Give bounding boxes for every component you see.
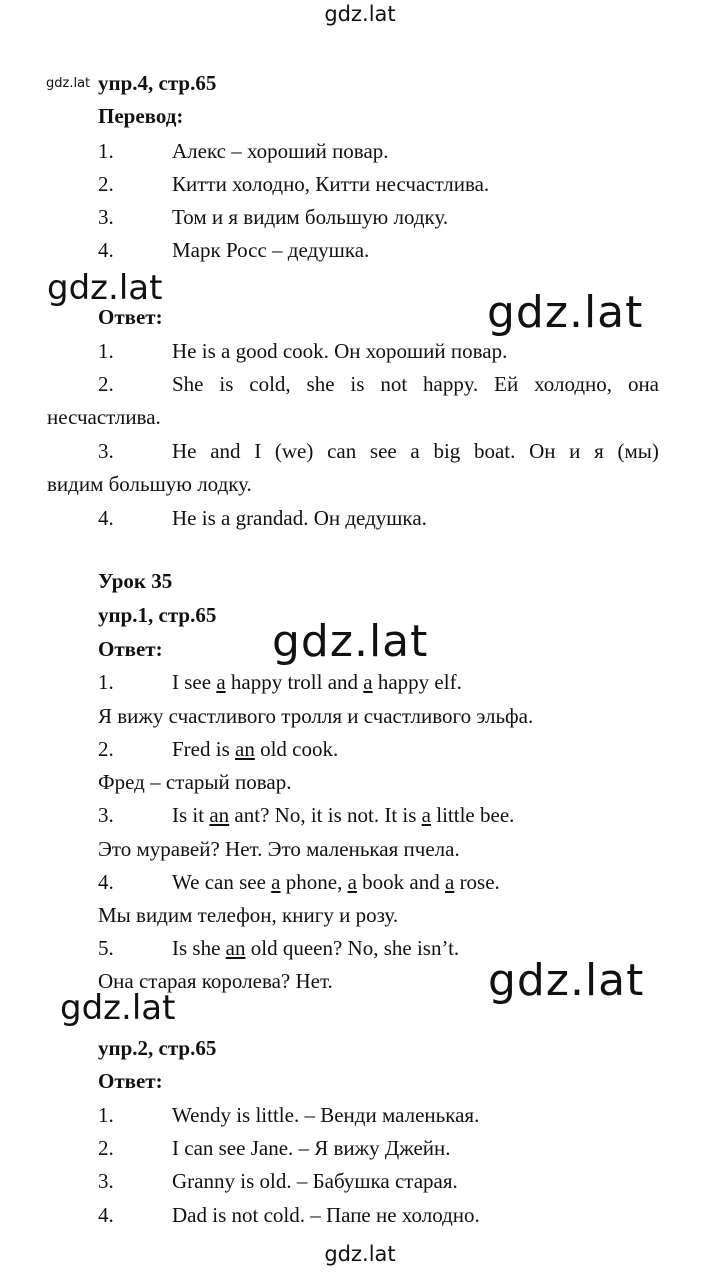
word: a	[410, 439, 420, 463]
word: boat.	[473, 439, 516, 463]
ex2-heading: упр.2, стр.65	[98, 1036, 217, 1060]
word: is	[350, 372, 365, 396]
item-number: 4.	[98, 238, 114, 262]
article: a	[444, 870, 455, 894]
item-text: Китти холодно, Китти несчастлива.	[172, 172, 490, 196]
item-text: Wendy is little. – Венди маленькая.	[172, 1103, 480, 1127]
lesson-title: Урок 35	[98, 569, 173, 593]
item-number: 2.	[98, 372, 114, 396]
item-text: Granny is old. – Бабушка старая.	[172, 1169, 458, 1193]
item-text: Fred is an old cook.	[172, 737, 339, 761]
ex4-heading: упр.4, стр.65	[98, 71, 217, 95]
item-number: 2.	[98, 172, 114, 196]
item-number: 1.	[98, 1103, 114, 1127]
watermark-right-1: gdz.lat	[487, 287, 644, 338]
ex1-answer-label: Ответ:	[98, 637, 163, 661]
word: (we)	[274, 439, 314, 463]
word: и	[569, 439, 581, 463]
word: холодно,	[534, 372, 613, 396]
article: a	[363, 670, 373, 694]
word: I	[254, 439, 262, 463]
word: see	[369, 439, 397, 463]
item-number: 3.	[98, 803, 114, 827]
watermark-center: gdz.lat	[272, 616, 429, 667]
item-number: 5.	[98, 936, 114, 960]
ex4-answer-label: Ответ:	[98, 305, 163, 329]
word: я	[594, 439, 604, 463]
item-number: 4.	[98, 1203, 114, 1227]
word: is	[219, 372, 234, 396]
item-text: Is she an old queen? No, she isn’t.	[172, 936, 460, 960]
item-text: Алекс – хороший повар.	[172, 139, 389, 163]
justified-text	[172, 440, 659, 463]
translation-line: Она старая королева? Нет.	[98, 969, 333, 993]
word: can	[327, 439, 357, 463]
item-number: 3.	[98, 1169, 114, 1193]
item-text: He is a good cook. Он хороший повар.	[172, 339, 508, 363]
word: she	[306, 372, 335, 396]
item-number: 1.	[98, 139, 114, 163]
watermark-small: gdz.lat	[46, 76, 91, 91]
word: She	[172, 372, 204, 396]
item-text: He is a grandad. Он дедушка.	[172, 506, 427, 530]
word: happy.	[423, 372, 479, 396]
item-text: We can see a phone, a book and a rose.	[172, 870, 500, 894]
word: He	[172, 439, 197, 463]
word: Ей	[494, 372, 519, 396]
word: and	[210, 439, 241, 463]
item-number: 3.	[98, 205, 114, 229]
translation-line: Мы видим телефон, книгу и розу.	[98, 903, 399, 927]
article: a	[421, 803, 431, 827]
justified-text	[172, 373, 659, 396]
word: (мы)	[617, 439, 659, 463]
item-number: 2.	[98, 737, 114, 761]
item-text: Is it an ant? No, it is not. It is a little bee.	[172, 803, 515, 827]
watermark-top: gdz.lat	[324, 2, 396, 26]
article: a	[216, 670, 226, 694]
watermark-left-2: gdz.lat	[60, 988, 176, 1028]
item-number: 3.	[98, 439, 114, 463]
item-number: 4.	[98, 870, 114, 894]
translation-line: Я вижу счастливого тролля и счастливого эльфа.	[98, 704, 534, 728]
ex2-answer-label: Ответ:	[98, 1069, 163, 1093]
translation-line: Фред – старый повар.	[98, 770, 292, 794]
word: cold,	[249, 372, 291, 396]
answer-continuation: видим большую лодку.	[47, 472, 252, 496]
article: an	[235, 737, 255, 761]
item-number: 4.	[98, 506, 114, 530]
watermark-right-2: gdz.lat	[488, 955, 645, 1006]
ex4-translation-label: Перевод:	[98, 104, 184, 128]
item-number: 2.	[98, 1136, 114, 1160]
word: она	[627, 372, 659, 396]
word: not	[380, 372, 408, 396]
watermark-left-1: gdz.lat	[47, 268, 163, 308]
ex1-heading: упр.1, стр.65	[98, 603, 217, 627]
word: Он	[529, 439, 556, 463]
article: an	[225, 936, 246, 960]
item-text: Марк Росс – дедушка.	[172, 238, 370, 262]
answer-continuation: несчастлива.	[47, 405, 161, 429]
item-text: Том и я видим большую лодку.	[172, 205, 449, 229]
item-number: 1.	[98, 670, 114, 694]
item-number: 1.	[98, 339, 114, 363]
item-text: I can see Jane. – Я вижу Джейн.	[172, 1136, 451, 1160]
word: big	[433, 439, 461, 463]
item-text: Dad is not cold. – Папе не холодно.	[172, 1203, 480, 1227]
article: a	[347, 870, 357, 894]
article: a	[271, 870, 281, 894]
item-text: I see a happy troll and a happy elf.	[172, 670, 462, 694]
watermark-bottom: gdz.lat	[324, 1242, 396, 1266]
article: an	[209, 803, 230, 827]
translation-line: Это муравей? Нет. Это маленькая пчела.	[98, 837, 460, 861]
